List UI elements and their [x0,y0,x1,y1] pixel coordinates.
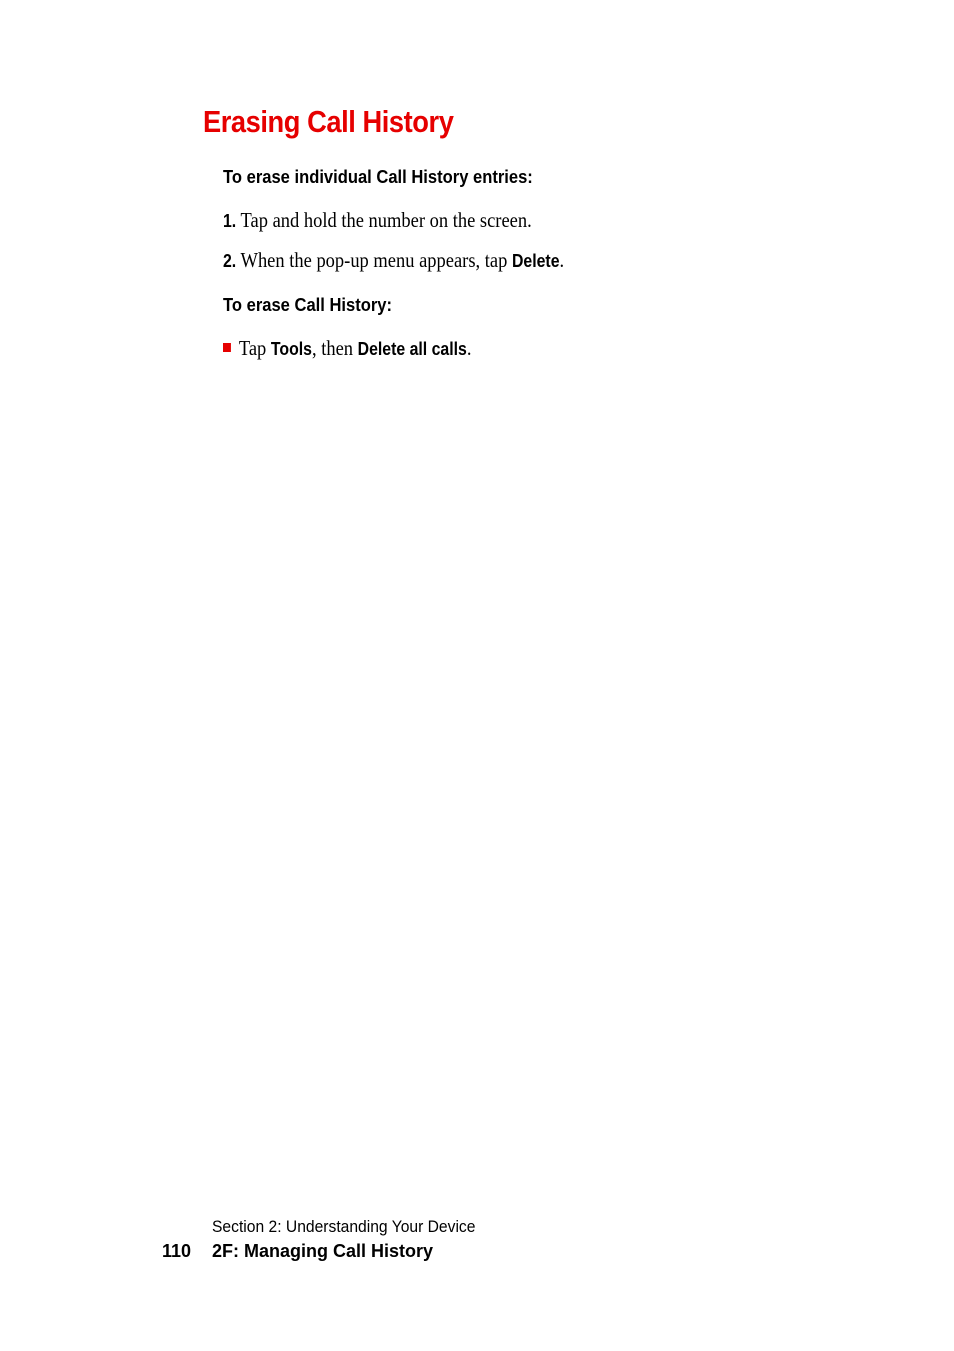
step-1 [223,208,532,233]
step-2-text: When the pop-up menu appears, tap [240,248,512,272]
footer-chapter-line [162,1240,433,1262]
individual-entries-heading: To erase individual Call History entries: [223,167,533,187]
page-title: Erasing Call History [203,104,454,139]
page-number: 110 [162,1241,192,1261]
erase-all-bullet [223,336,471,361]
bullet-text-1: Tap [238,336,271,360]
footer-chapter: 2F: Managing Call History [212,1241,434,1261]
bullet-text-3: . [466,336,472,360]
tools-term: Tools [270,339,312,359]
bullet-text-2: , then [311,336,358,360]
red-square-bullet-icon [223,343,231,352]
step-2-number: 2. [223,251,237,271]
step-1-text: Tap and hold the number on the screen. [240,208,532,232]
step-1-number: 1. [223,211,237,231]
step-2-period: . [559,248,565,272]
step-2 [223,248,564,273]
delete-all-calls-term: Delete all calls [357,339,467,359]
delete-term: Delete [511,251,560,271]
footer-section-label: Section 2: Understanding Your Device [212,1217,476,1236]
erase-all-heading: To erase Call History: [223,295,393,315]
